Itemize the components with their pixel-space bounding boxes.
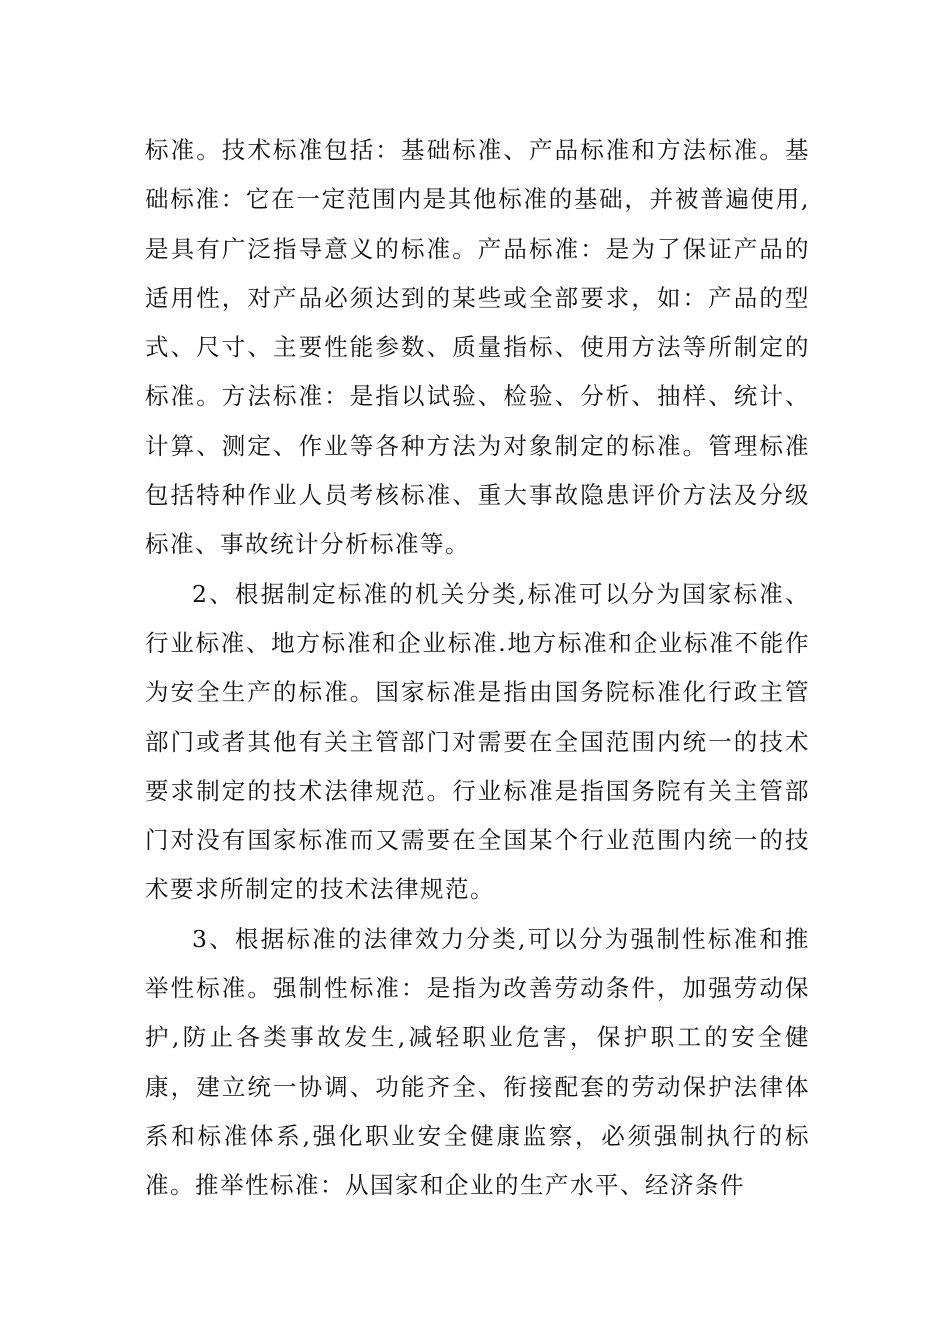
body-text (145, 126, 810, 1211)
paragraph-item-3: 3、根据标准的法律效力分类,可以分为强制性标准和推举性标准。强制性标准：是指为改善劳动条件，加强劳动保护,防止各类事故发生,减轻职业危害，保护职工的安全健康，建立统一协调、功能齐全、衔接配套的劳动保护法律体系和标准体系,强化职业安全健康监察，必须强制执行的标准。推举性标准：从国家和企业的生产水平、经济条件 (145, 924, 810, 1200)
paragraph-continuation: 标准。技术标准包括：基础标准、产品标准和方法标准。基础标准：它在一定范围内是其他标准的基础，并被普遍使用,是具有广泛指导意义的标准。产品标准：是为了保证产品的适用性，对产品必须达到的某些或全部要求，如：产品的型式、尺寸、主要性能参数、质量指标、使用方法等所制定的标准。方法标准：是指以试验、检验、分析、抽样、统计、计算、测定、作业等各种方法为对象制定的标准。管理标准包括特种作业人员考核标准、重大事故隐患评价方法及分级标准、事故统计分析标准等。 (145, 136, 810, 559)
paragraph-item-2: 2、根据制定标准的机关分类,标准可以分为国家标准、行业标准、地方标准和企业标准.地方标准和企业标准不能作为安全生产的标准。国家标准是指由国务院标准化行政主管部门或者其他有关主管部门对需要在全国范围内统一的技术要求制定的技术法律规范。行业标准是指国务院有关主管部门对没有国家标准而又需要在全国某个行业范围内统一的技术要求所制定的技术法律规范。 (145, 579, 810, 904)
